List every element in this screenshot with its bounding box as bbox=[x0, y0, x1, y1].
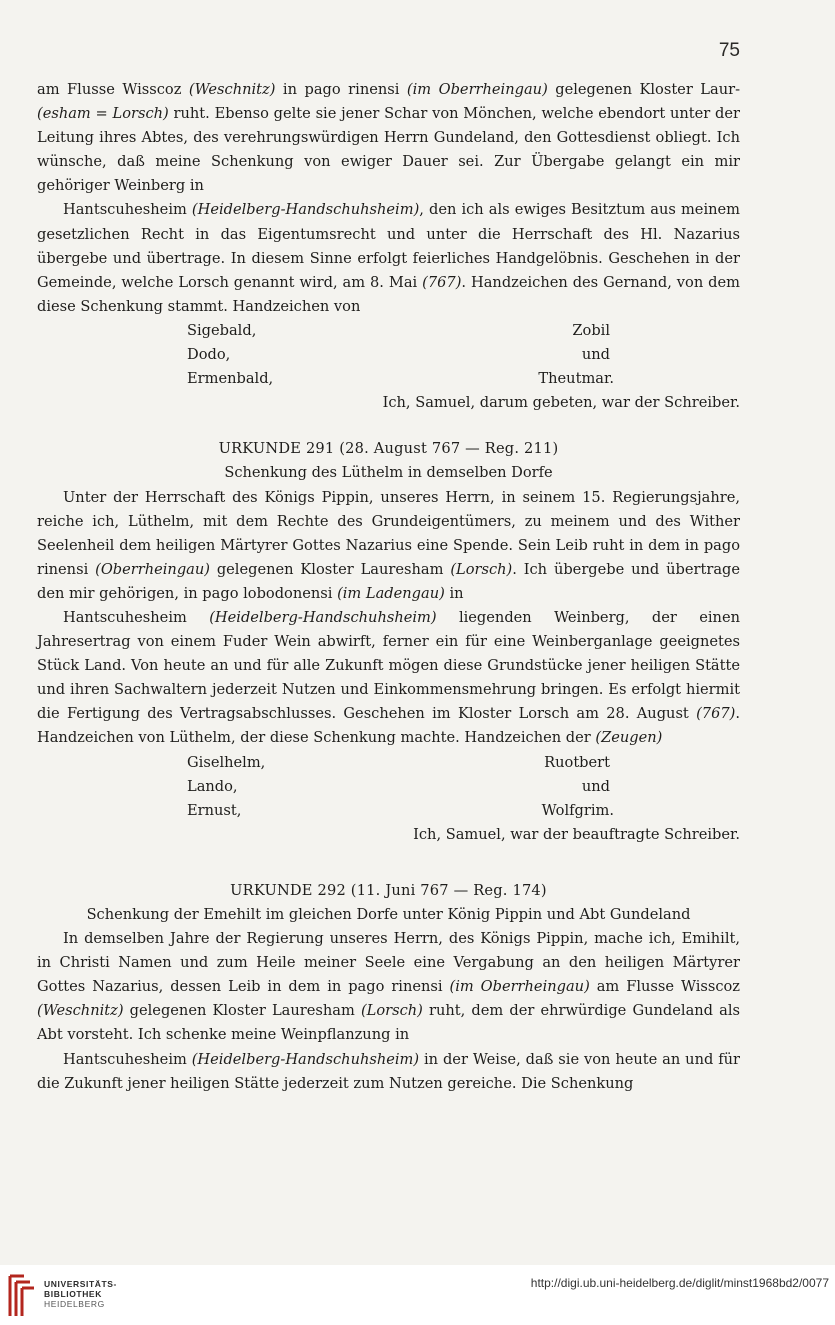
library-name-line: HEIDELBERG bbox=[44, 1299, 105, 1309]
gloss: (Weschnitz) bbox=[37, 1002, 124, 1020]
gloss: (767) bbox=[422, 273, 462, 291]
gloss: (Weschnitz) bbox=[188, 81, 276, 98]
library-name-line: BIBLIOTHEK bbox=[44, 1289, 102, 1299]
text-run: in pago rinensi bbox=[275, 81, 407, 98]
signatory-right: und bbox=[581, 346, 610, 364]
text-run: Hantscuhesheim bbox=[63, 1050, 192, 1068]
charter-292-paragraph-2 bbox=[37, 1048, 740, 1096]
scribe-line: Ich, Samuel, war der beauftragte Schreiber. bbox=[413, 825, 740, 843]
gloss: (Oberrheingau) bbox=[95, 560, 210, 578]
text-run: am Flusse Wisscoz bbox=[589, 978, 740, 996]
scribe-line: Ich, Samuel, darum gebeten, war der Schreiber. bbox=[382, 394, 740, 412]
text-run: Hantscuhesheim bbox=[63, 608, 210, 626]
gloss: (Heidelberg-Handschuhsheim) bbox=[209, 608, 437, 626]
text-run: in der Weise, daß sie von heute an und für die Zukunft jener heiligen Stätte jederzeit zum Nutzen gereiche. Die Schenkung bbox=[37, 1050, 740, 1092]
signatories-list bbox=[37, 319, 740, 391]
gloss: (767) bbox=[696, 705, 736, 723]
charter-291-paragraph-2 bbox=[37, 606, 740, 751]
charter-title-292: Schenkung der Emehilt im gleichen Dorfe unter König Pippin und Abt Gundeland bbox=[86, 906, 691, 923]
signatories-list bbox=[37, 751, 740, 823]
text-run: Hantscuhesheim bbox=[63, 201, 192, 219]
permalink-url[interactable]: http://digi.ub.uni-heidelberg.de/diglit/minst1968bd2/0077 bbox=[530, 1276, 829, 1290]
signatory-left: Ernust, bbox=[187, 801, 242, 819]
signatory-right: Ruotbert bbox=[544, 753, 610, 771]
gloss: (Lorsch) bbox=[360, 1002, 423, 1020]
library-name-line: UNIVERSITÄTS- bbox=[44, 1279, 117, 1289]
signatory-left: Dodo, bbox=[187, 346, 231, 364]
gloss: (im Ladengau) bbox=[337, 584, 445, 602]
text-run: gelegenen Kloster Laur- bbox=[547, 81, 740, 98]
charter-heading-292: URKUNDE 292 (11. Juni 767 — Reg. 174) bbox=[230, 881, 547, 899]
text-run: , den ich als ewiges Besitztum aus meinem gesetzlichen Recht in das Eigentumsrecht und unter die Herrschaft des Hl. Nazarius übergebe und übertrage. In diesem Sinne erfolgt feierliches Handgelöbnis. Geschehen in der Gemeinde, welche Lorsch genannt wird, am 8. Mai bbox=[37, 201, 740, 291]
text-run: Unter der Herrschaft des Königs Pippin, unseres Herrn, in seinem 15. Regierungsjahre, reiche ich, Lüthelm, mit dem Rechte des Grundeigentümers, zu meinem und des Wither Seelenheil dem heiligen Märtyrer Gottes Nazarius eine Spende. Sein Leib ruht in dem in pago rinensi bbox=[37, 488, 740, 578]
signatory-row bbox=[37, 343, 740, 367]
signatory-left: Sigebald, bbox=[187, 321, 257, 339]
signatory-right: Wolfgrim. bbox=[541, 801, 614, 819]
body-text bbox=[37, 78, 740, 1096]
signatory-row bbox=[37, 319, 740, 343]
signatory-left: Ermenbald, bbox=[187, 370, 274, 388]
page-number: 75 bbox=[718, 40, 740, 61]
text-run: . Handzeichen von Lüthelm, der diese Schenkung machte. Handzeichen der bbox=[37, 705, 740, 747]
signatory-row bbox=[37, 775, 740, 799]
charter-292-paragraph-1 bbox=[37, 927, 740, 1047]
gloss: (Zeugen) bbox=[595, 729, 663, 747]
gloss: (Lorsch) bbox=[450, 560, 513, 578]
text-run: am Flusse Wisscoz bbox=[37, 81, 189, 98]
signatory-row bbox=[37, 367, 740, 391]
gloss: (Heidelberg-Handschuhsheim) bbox=[191, 1050, 420, 1068]
signatory-left: Lando, bbox=[187, 777, 238, 795]
gloss: (im Oberrheingau) bbox=[449, 978, 590, 996]
text-run: in bbox=[444, 584, 464, 602]
signatory-left: Giselhelm, bbox=[187, 753, 266, 771]
text-run: gelegenen Kloster Lauresham bbox=[209, 560, 451, 578]
gloss: (im Oberrheingau) bbox=[406, 81, 548, 98]
text-run: ruht. Ebenso gelte sie jener Schar von Mönchen, welche ebendort unter der Leitung ihres Abtes, des verehrungswürdigen Herrn Gundeland, den Gottesdienst obliegt. Ich wünsche, daß meine Schenkung von ewiger Dauer sei. Zur Übergabe gelangt ein mir gehöriger Weinberg in bbox=[37, 105, 740, 195]
signatory-right: und bbox=[581, 777, 610, 795]
charter-291-paragraph-1 bbox=[37, 486, 740, 606]
intro-paragraph-1 bbox=[37, 78, 740, 198]
charter-heading-291: URKUNDE 291 (28. August 767 — Reg. 211) bbox=[218, 440, 559, 458]
charter-title-291: Schenkung des Lüthelm in demselben Dorfe bbox=[224, 464, 553, 482]
gloss: (esham = Lorsch) bbox=[37, 105, 169, 123]
text-run: ruht, dem der ehrwürdige Gundeland als Abt vorsteht. Ich schenke meine Weinpflanzung in bbox=[37, 1002, 741, 1044]
signatory-right: Theutmar. bbox=[538, 370, 614, 388]
text-run: gelegenen Kloster Lauresham bbox=[123, 1002, 361, 1020]
text-run: liegenden Weinberg, der einen Jahresertrag von einem Fuder Wein abwirft, ferner ein für eine Weinberganlage geeignetes Stück Land. Von heute an und für alle Zukunft mögen diese Grundstücke jener heiligen Stätte und ihren Sachwaltern jederzeit Nutzen und Einkommensmehrung bringen. Es erfolgt hiermit die Fertigung des Vertragsabschlusses. Geschehen im Kloster Lorsch am 28. August bbox=[37, 608, 740, 723]
text-run: . Ich übergebe und übertrage den mir gehörigen, in pago lobodonensi bbox=[37, 560, 741, 602]
viewer-footer bbox=[0, 1265, 835, 1325]
gloss: (Heidelberg-Handschuhsheim) bbox=[191, 201, 420, 219]
intro-paragraph-2 bbox=[37, 198, 740, 318]
library-name bbox=[44, 1279, 117, 1309]
signatory-right: Zobil bbox=[572, 321, 610, 339]
text-run: In demselben Jahre der Regierung unseres Herrn, des Königs Pippin, mache ich, Emihilt, in Christi Namen und zum Heile meiner Seele eine Vergabung an den heiligen Märtyrer Gottes Nazarius, dessen Leib in dem in pago rinensi bbox=[37, 930, 740, 996]
library-logo-icon bbox=[6, 1272, 38, 1320]
signatory-row bbox=[37, 751, 740, 775]
text-run: . Handzeichen des Gernand, von dem diese Schenkung stammt. Handzeichen von bbox=[37, 273, 740, 315]
signatory-row bbox=[37, 799, 740, 823]
